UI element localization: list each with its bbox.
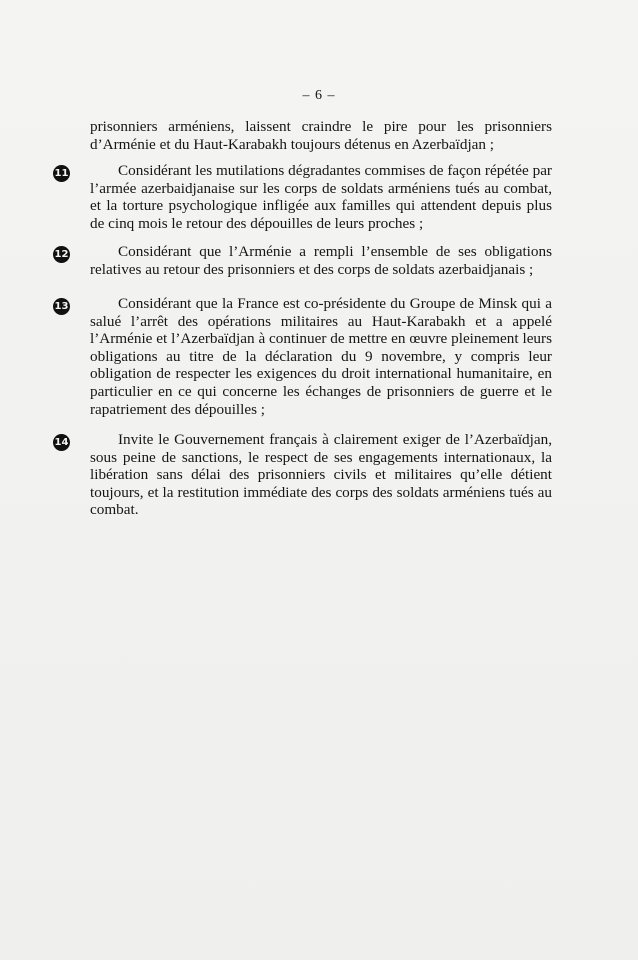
paragraph-invite-gouvernement — [90, 431, 552, 519]
page-number: – 6 – — [302, 88, 336, 103]
paragraph-number-badge: 12 — [53, 246, 70, 263]
paragraph-considerant-mutilations — [90, 162, 552, 232]
paragraph-text: Considérant que la France est co-présidente du Groupe de Minsk qui a salué l’arrêt des opérations militaires au Haut-Karabakh et a appelé l’Arménie et l’Azerbaïdjan à continuer de mettre en œuvre pleinement leurs obligations au titre de la déclaration du 9 novembre, y compris leur obligation de respecter les exigences du droit international humanitaire, en particulier en ce qui concerne les échanges de prisonniers de guerre et le rapatriement des dépouilles ; — [90, 295, 552, 418]
paragraph-text: prisonniers arméniens, laissent craindre le pire pour les prisonniers d’Arménie et du Haut-Karabakh toujours détenus en Azerbaïdjan ; — [90, 118, 552, 153]
paragraph-considerant-armenie — [90, 243, 552, 278]
paragraph-number-badge: 11 — [53, 165, 70, 182]
paragraph-considerant-france — [90, 295, 552, 418]
paragraph-number-badge: 13 — [53, 298, 70, 315]
paragraph-continuation — [90, 118, 552, 153]
paragraph-text: Invite le Gouvernement français à clairement exiger de l’Azerbaïdjan, sous peine de sanctions, le respect de ses engagements internationaux, la libération sans délai des prisonniers civils et militaires qu’elle détient toujours, et la restitution immédiate des corps des soldats arméniens tués au combat. — [90, 431, 552, 519]
paragraph-text: Considérant que l’Arménie a rempli l’ensemble de ses obligations relatives au retour des prisonniers et des corps de soldats azerbaidjanais ; — [90, 243, 552, 278]
paragraph-number-badge: 14 — [53, 434, 70, 451]
paragraph-text: Considérant les mutilations dégradantes commises de façon répétée par l’armée azerbaidjanaise sur les corps de soldats arméniens tués au combat, et la torture psychologique infligée aux familles qui attendent depuis plus de cinq mois le retour des dépouilles de leurs proches ; — [90, 162, 552, 232]
